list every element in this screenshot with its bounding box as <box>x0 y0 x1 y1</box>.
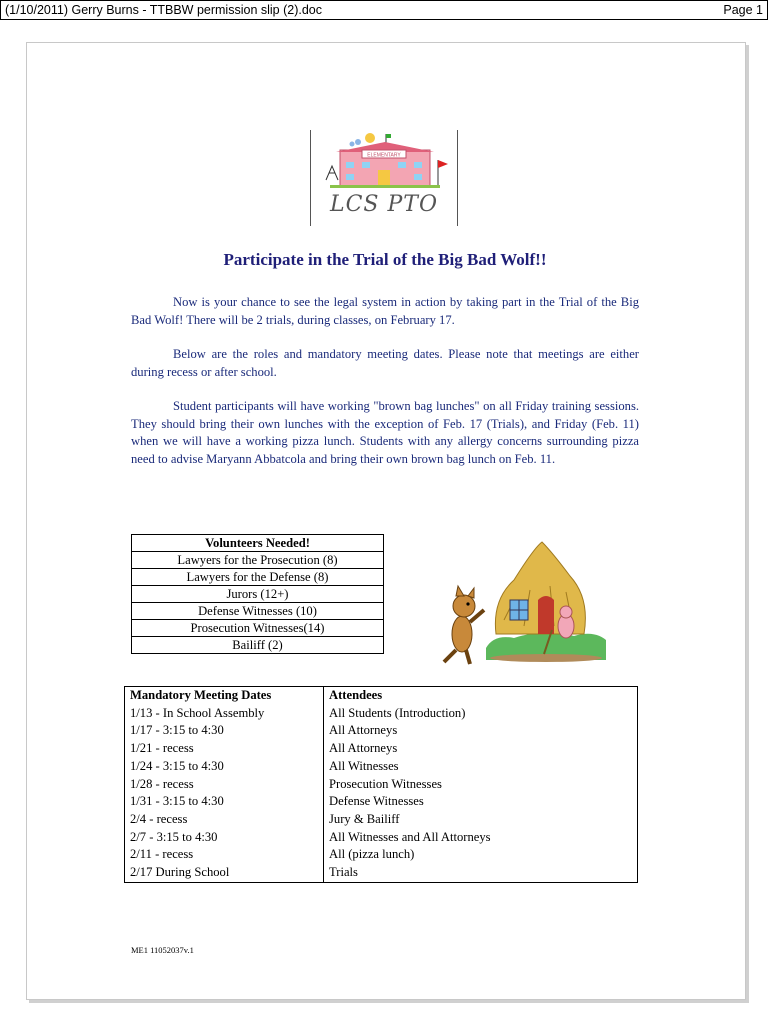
document-footer-id: ME1 11052037v.1 <box>131 945 194 955</box>
meeting-date: 1/31 - 3:15 to 4:30 <box>125 793 324 811</box>
document-header-bar <box>0 0 768 20</box>
meeting-date: 2/11 - recess <box>125 846 324 864</box>
meeting-date: 1/17 - 3:15 to 4:30 <box>125 722 324 740</box>
table-header-row <box>125 687 638 705</box>
volunteer-role: Prosecution Witnesses(14) <box>132 620 384 637</box>
roles-paragraph <box>131 346 639 381</box>
table-row <box>125 829 638 847</box>
meeting-attendees: All Attorneys <box>324 740 638 758</box>
logo-text: LCS PTO <box>329 192 439 217</box>
meeting-attendees: Trials <box>324 864 638 882</box>
volunteer-role: Bailiff (2) <box>132 637 384 654</box>
volunteers-heading: Volunteers Needed! <box>132 535 384 552</box>
meeting-attendees: All Witnesses <box>324 758 638 776</box>
meeting-attendees: All Witnesses and All Attorneys <box>324 829 638 847</box>
table-row <box>125 758 638 776</box>
pto-logo <box>310 130 458 226</box>
meeting-attendees: Jury & Bailiff <box>324 811 638 829</box>
lunch-paragraph <box>131 398 639 468</box>
table-row <box>125 811 638 829</box>
header-dates: Mandatory Meeting Dates <box>125 687 324 705</box>
volunteer-role: Lawyers for the Defense (8) <box>132 569 384 586</box>
school-sign-text: ELEMENTARY <box>367 152 401 159</box>
table-row <box>125 722 638 740</box>
table-row <box>125 705 638 723</box>
volunteer-role: Jurors (12+) <box>132 586 384 603</box>
table-row <box>125 776 638 794</box>
volunteers-table <box>131 534 384 654</box>
lunch-text: Student participants will have working "brown bag lunches" on all Friday training sessions. They should bring their own lunches with the exception of Feb. 17 (Trials), and Friday (Feb. 11) when we will have a working pizza lunch. Students with any allergy concerns surrounding pizza need to advise Maryann Abbatcola and bring their own brown bag lunch on Feb. 11. <box>131 399 639 466</box>
intro-paragraph <box>131 294 639 329</box>
roles-text: Below are the roles and mandatory meeting dates. Please note that meetings are either during recess or after school. <box>131 347 639 379</box>
meeting-date: 2/4 - recess <box>125 811 324 829</box>
meeting-attendees: All (pizza lunch) <box>324 846 638 864</box>
intro-text: Now is your chance to see the legal system in action by taking part in the Trial of the Big Bad Wolf! There will be 2 trials, during classes, on February 17. <box>131 295 639 327</box>
table-row <box>125 740 638 758</box>
document-title: (1/10/2011) Gerry Burns - TTBBW permission slip (2).doc <box>5 3 322 17</box>
table-row <box>125 793 638 811</box>
volunteer-role: Lawyers for the Prosecution (8) <box>132 552 384 569</box>
table-row <box>125 864 638 882</box>
meeting-date: 1/28 - recess <box>125 776 324 794</box>
meeting-attendees: Prosecution Witnesses <box>324 776 638 794</box>
meeting-schedule-table <box>124 686 638 883</box>
page-number: Page 1 <box>723 3 763 17</box>
meeting-date: 1/13 - In School Assembly <box>125 705 324 723</box>
meeting-date: 2/7 - 3:15 to 4:30 <box>125 829 324 847</box>
meeting-attendees: Defense Witnesses <box>324 793 638 811</box>
meeting-attendees: All Attorneys <box>324 722 638 740</box>
meeting-attendees: All Students (Introduction) <box>324 705 638 723</box>
volunteer-role: Defense Witnesses (10) <box>132 603 384 620</box>
header-attendees: Attendees <box>324 687 638 705</box>
meeting-date: 1/24 - 3:15 to 4:30 <box>125 758 324 776</box>
page-title: Participate in the Trial of the Big Bad Wolf!! <box>223 250 547 269</box>
wolf-and-pig-house-illustration <box>434 530 610 670</box>
table-row <box>125 846 638 864</box>
meeting-date: 2/17 During School <box>125 864 324 882</box>
meeting-date: 1/21 - recess <box>125 740 324 758</box>
